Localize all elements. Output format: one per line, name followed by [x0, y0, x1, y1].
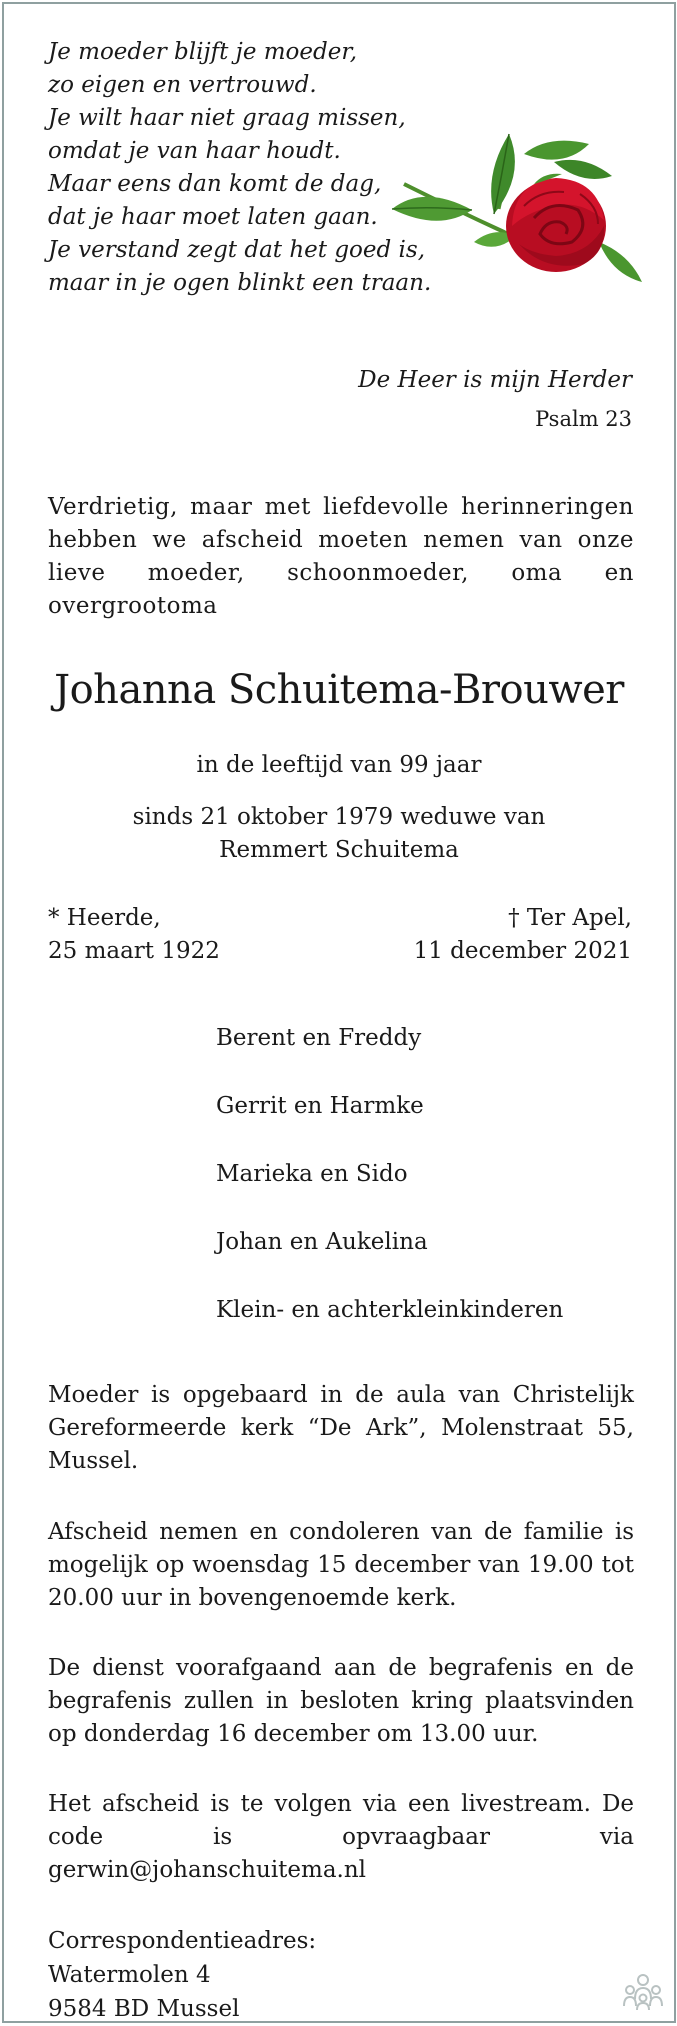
widow-text — [4, 801, 674, 867]
death-info — [414, 902, 632, 968]
family-member: Marieka en Sido — [216, 1161, 408, 1187]
widow-line: sinds 21 oktober 1979 weduwe van — [132, 804, 546, 830]
poem-line: zo eigen en vertrouwd. — [48, 72, 317, 98]
poem-line: dat je haar moet laten gaan. — [48, 204, 378, 230]
rose-icon — [384, 114, 644, 284]
age-line: in de leeftijd van 99 jaar — [196, 752, 482, 778]
obituary-card — [2, 2, 676, 2023]
family-list — [216, 1022, 563, 1362]
address-city: 9584 BD Mussel — [48, 1996, 240, 2022]
service-text: De dienst voorafgaand aan de begrafenis en de begrafenis zullen in besloten kring plaatsvinden op donderdag 16 december om 13.00 uur. — [48, 1655, 634, 1747]
birth-place: * Heerde, — [48, 905, 161, 931]
birth-date: 25 maart 1922 — [48, 938, 220, 964]
family-member: Berent en Freddy — [216, 1025, 422, 1051]
poem-line: maar in je ogen blinkt een traan. — [48, 270, 432, 296]
lying-in-state-text: Moeder is opgebaard in de aula van Christelijk Gereformeerde kerk “De Ark”, Molenstraat 55, Mussel. — [48, 1382, 634, 1474]
family-member: Johan en Aukelina — [216, 1229, 428, 1255]
birth-info — [48, 902, 220, 968]
people-logo-icon — [622, 1973, 664, 2011]
psalm-quote — [358, 364, 632, 434]
correspondence-address — [48, 1924, 634, 2026]
family-member: Gerrit en Harmke — [216, 1093, 424, 1119]
condolences-text: Afscheid nemen en condoleren van de familie is mogelijk op woensdag 15 december van 19.00 tot 20.00 uur in bovengenoemde kerk. — [48, 1519, 634, 1611]
spouse-name: Remmert Schuitema — [219, 837, 459, 863]
poem — [48, 36, 432, 300]
poem-line: Je moeder blijft je moeder, — [48, 39, 358, 65]
psalm-reference: Psalm 23 — [535, 407, 632, 431]
poem-line: Maar eens dan komt de dag, — [48, 171, 382, 197]
psalm-text: De Heer is mijn Herder — [358, 367, 632, 393]
death-place: † Ter Apel, — [508, 905, 632, 931]
livestream-text: Het afscheid is te volgen via een livestream. De code is opvraagbaar via gerwin@johanschuitema.nl — [48, 1791, 634, 1883]
poem-line: omdat je van haar houdt. — [48, 138, 341, 164]
intro-text: Verdrietig, maar met liefdevolle herinneringen hebben we afscheid moeten nemen van onze lieve moeder, schoonmoeder, oma en overgrootoma — [48, 494, 634, 619]
correspondence-label: Correspondentieadres: — [48, 1928, 317, 1954]
poem-line: Je verstand zegt dat het goed is, — [48, 237, 426, 263]
death-date: 11 december 2021 — [413, 938, 632, 964]
deceased-name: Johanna Schuitema-Brouwer — [54, 667, 624, 713]
address-street: Watermolen 4 — [48, 1962, 211, 1988]
poem-line: Je wilt haar niet graag missen, — [48, 105, 406, 131]
family-member: Klein- en achterkleinkinderen — [216, 1297, 564, 1323]
